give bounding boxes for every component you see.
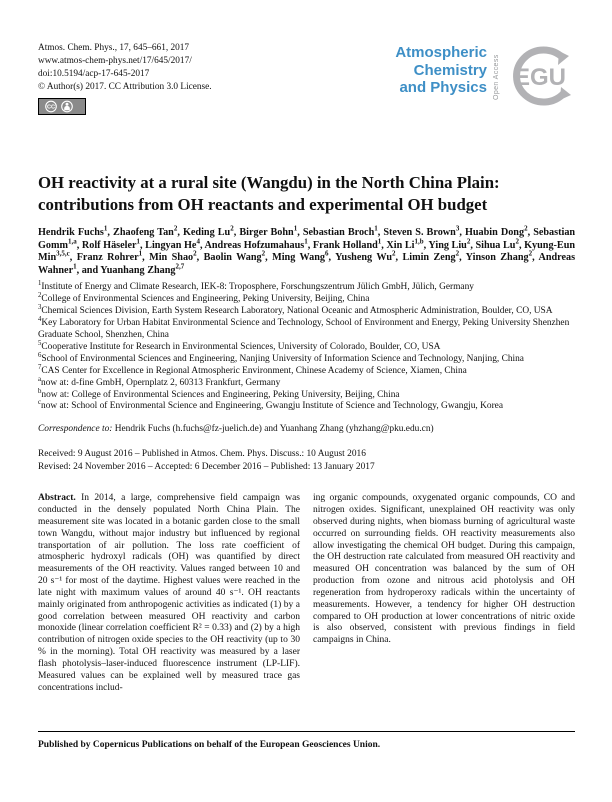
author-name: Sebastian Gomm$^{1,a}$,: [38, 227, 576, 251]
svg-text:CC: CC: [46, 104, 56, 111]
author-name: Ming Wang$^6$,: [272, 249, 336, 264]
correspondence-line: [38, 423, 575, 436]
author-name: Sebastian Broch$^1$,: [302, 224, 384, 238]
author-name: Keding Lu$^2$,: [182, 224, 240, 238]
author-name: Zhaofeng Tan$^2$,: [113, 224, 183, 238]
egu-logo: [503, 43, 575, 109]
journal-brand: [395, 42, 575, 110]
affiliation-line: $^b$now at: College of Environmental Sciences and Engineering, Peking University, Beijing, China: [38, 387, 400, 400]
abstract-column-left: [38, 493, 300, 694]
cc-by-badge-icon: [38, 98, 86, 115]
correspondence-label: Correspondence to:: [38, 424, 113, 435]
affiliation-line: $^2$College of Environmental Sciences and Engineering, Peking University, Beijing, China: [38, 292, 370, 305]
author-name: Min Shao$^2$,: [149, 249, 204, 264]
author-name: Steven S. Brown$^3$,: [383, 224, 465, 238]
affiliation-line: $^a$now at: d-fine GmbH, Opernplatz 2, 60313 Frankfurt, Germany: [38, 375, 281, 388]
correspondence-text: Hendrik Fuchs (h.fuchs@fz-juelich.de) and Yuanhang Zhang (yhzhang@pku.edu.cn): [114, 424, 434, 435]
affiliation-list: [38, 282, 575, 413]
journal-name: Atmospheric Chemistry and Physics: [395, 44, 487, 96]
abstract-column-right: [313, 493, 575, 694]
author-name: Xin Li$^{1,b}$,: [386, 237, 429, 251]
author-name: Baolin Wang$^2$,: [203, 249, 273, 264]
affiliation-line: $^1$Institute of Energy and Climate Research, IEK-8: Troposphere, Forschungszentrum Jülich GmbH, Jülich, Germany: [38, 280, 474, 293]
author-name: Birger Bohn$^1$,: [239, 224, 303, 238]
publication-dates: [38, 448, 575, 473]
publisher-line: Published by Copernicus Publications on behalf of the European Geosciences Union.: [38, 740, 381, 750]
affiliation-line: $^6$School of Environmental Sciences and Engineering, Nanjing University of Information Science and Technology, Nanjing, China: [38, 351, 524, 364]
page-header: [38, 42, 575, 116]
author-name: Limin Zeng$^2$,: [402, 249, 466, 264]
author-list: [38, 224, 576, 277]
license-line: © Author(s) 2017. CC Attribution 3.0 License.: [38, 82, 212, 92]
publisher-footer: [38, 731, 575, 751]
affiliation-line: $^4$Key Laboratory for Urban Habitat Environmental Science and Technology, School of Environment and Energy, Peking University Shenzhen Graduate School, Shenzhen, China: [38, 315, 570, 340]
article-title: OH reactivity at a rural site (Wangdu) in the North China Plain: contributions from OH reactants and experimental OH budget: [38, 173, 500, 214]
journal-citation: Atmos. Chem. Phys., 17, 645–661, 2017: [38, 43, 190, 53]
citation-block: [38, 42, 212, 115]
author-name: Sihua Lu$^2$,: [475, 237, 525, 251]
article-doi: doi:10.5194/acp-17-645-2017: [38, 69, 150, 79]
author-name: Ying Liu$^2$,: [428, 237, 476, 251]
affiliation-line: $^c$now at: School of Environmental Science and Engineering, Gwangju Institute of Science and Technology, Gwangju, Korea: [38, 399, 504, 412]
author-name: Frank Holland$^1$,: [312, 237, 387, 251]
abstract-text-right: ing organic compounds, oxygenated organic compounds, CO and nitrogen oxides. Significant, unexplained OH reactivity was only observed during nights, when biomass burning of agricultural waste occurred on surrounding fields. OH reactivity measurements also allow investigating the chemical OH budget. During this campaign, the OH destruction rate calculated from measured OH reactivity and measured OH concentration was balanced by the sum of OH production from ozone and nitrous acid photolysis and OH regeneration from hydroperoxy radicals within the uncertainty of measurements. However, a tendency for higher OH destruction compared to OH production at lower concentrations of nitric oxide is also observed, consistent with previous findings in field campaigns in China.: [313, 493, 575, 646]
svg-text:EGU: EGU: [513, 64, 567, 91]
author-name: Hendrik Fuchs$^1$,: [38, 224, 114, 238]
abstract-section: [38, 493, 575, 694]
author-name: Lingyan He$^4$,: [145, 237, 205, 251]
received-line: Received: 9 August 2016 – Published in Atmos. Chem. Phys. Discuss.: 10 August 2016: [38, 448, 366, 459]
author-name: Andreas Hofzumahaus$^1$,: [204, 237, 313, 251]
author-name: Franz Rohrer$^1$,: [76, 249, 150, 264]
author-name: Andreas Wahner$^1$,: [38, 252, 576, 276]
author-name: Kyung-Eun Min$^{3,5,c}$,: [38, 239, 576, 264]
article-url: www.atmos-chem-phys.net/17/645/2017/: [38, 56, 192, 66]
affiliation-line: $^7$CAS Center for Excellence in Regional Atmospheric Environment, Chinese Academy of Science, Xiamen, China: [38, 363, 467, 376]
author-name: Yinson Zhang$^2$,: [465, 249, 539, 264]
author-name: and Yuanhang Zhang$^{2,7}$: [81, 262, 185, 276]
abstract-label: Abstract.: [38, 493, 76, 504]
affiliation-line: $^5$Cooperative Institute for Research in Environmental Sciences, University of Colorado, Boulder, CO, USA: [38, 339, 441, 352]
abstract-text-left: In 2014, a large, comprehensive field campaign was conducted in the densely populated North China Plain. The measurement site was located in a botanic garden close to the small town Wangdu, without major industry but influenced by regional transportation of air pollution. The loss rate coefficient of atmospheric hydroxyl radicals (OH) was quantified by direct measurements of the OH reactivity. Values ranged between 10 and 20 s⁻¹ for most of the daytime. Highest values were reached in the late night with maximum values of around 40 s⁻¹. OH reactants mainly originated from anthropogenic activities as indicated (1) by a good correlation between measured OH reactivity and carbon monoxide (linear correlation coefficient R² = 0.33) and (2) by a high contribution of nitrogen oxide species to the OH reactivity (up to 30 % in the morning). Total OH reactivity was measured by a laser flash photolysis–laser-induced fluorescence instrument (LP-LIF). Measured values can be explained well by measured trace gas concentrations includ-: [38, 493, 301, 693]
author-name: Yusheng Wu$^2$,: [335, 249, 403, 264]
author-name: Rolf Häseler$^1$,: [81, 237, 146, 251]
affiliation-line: $^3$Chemical Sciences Division, Earth System Research Laboratory, National Oceanic and Atmospheric Administration, Boulder, CO, USA: [38, 304, 553, 317]
revised-line: Revised: 24 November 2016 – Accepted: 6 December 2016 – Published: 13 January 2017: [38, 461, 375, 472]
author-name: Huabin Dong$^2$,: [464, 224, 534, 238]
open-access-label: Open Access: [493, 54, 500, 100]
